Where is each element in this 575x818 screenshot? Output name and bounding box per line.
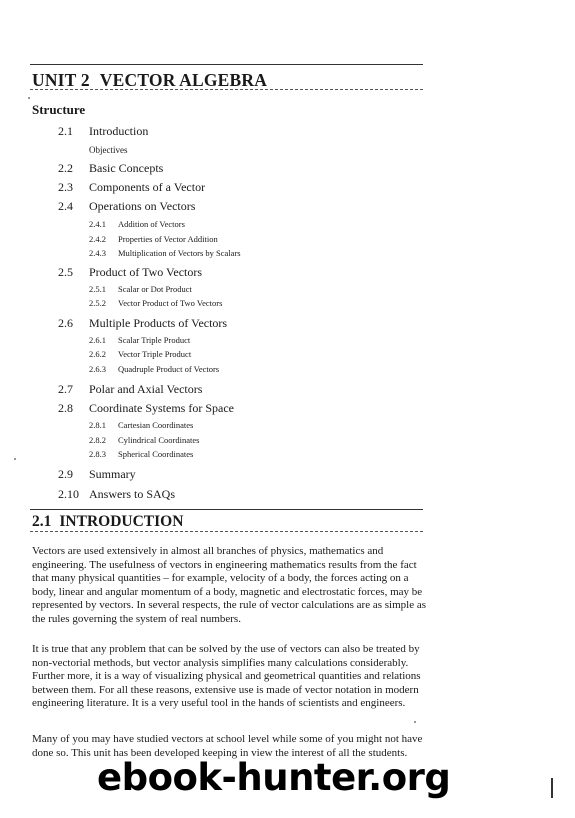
body-paragraph: It is true that any problem that can be solved by the use of vectors can also be treated by non-vectorial methods, but vector analysis simplifies many calculations considerably. Further more, it is a way of visualizing physical and geometrical quantities and relations between them. For all these reasons, extensive use is made of vector notation in modern engineering literature. It is a very useful tool in the hands of scientists and engineers.	[32, 643, 421, 709]
toc-number: 2.4.1	[89, 219, 106, 229]
unit-number: UNIT 2	[32, 70, 90, 90]
toc-label: Product of Two Vectors	[89, 265, 203, 279]
section-heading	[32, 513, 183, 531]
toc-label: Cylindrical Coordinates	[118, 435, 200, 445]
toc-number: 2.2	[58, 161, 73, 175]
toc-label: Scalar Triple Product	[118, 335, 191, 345]
toc-label: Polar and Axial Vectors	[89, 382, 203, 396]
toc-label: Spherical Coordinates	[118, 449, 194, 459]
toc-label: Scalar or Dot Product	[118, 284, 192, 294]
toc-label: Coordinate Systems for Space	[89, 401, 234, 415]
toc-number: 2.7	[58, 382, 73, 396]
toc-label: Multiplication of Vectors by Scalars	[118, 248, 241, 258]
toc-label: Multiple Products of Vectors	[89, 316, 228, 330]
toc-label: Objectives	[89, 145, 128, 155]
toc-number: 2.5.1	[89, 284, 106, 294]
toc-objectives	[89, 145, 128, 155]
section-number: 2.1	[32, 513, 52, 530]
toc-number: 2.6.1	[89, 335, 106, 345]
toc-number: 2.5	[58, 265, 73, 279]
toc-number: 2.4	[58, 199, 73, 213]
toc-number: 2.1	[58, 124, 73, 138]
toc-number: 2.8	[58, 401, 73, 415]
toc-label: Summary	[89, 467, 136, 481]
header-rule-bottom	[30, 89, 423, 90]
unit-title: VECTOR ALGEBRA	[99, 70, 268, 90]
section-rule-top	[30, 509, 423, 510]
toc-number: 2.6.2	[89, 349, 106, 359]
toc-label: Vector Product of Two Vectors	[118, 298, 223, 308]
watermark-text: ebook-hunter.org	[97, 756, 451, 799]
body-paragraph: Many of you may have studied vectors at school level while some of you might not have done so. This unit has been developed keeping in view the interest of all the students.	[32, 733, 423, 759]
header-rule-top	[30, 64, 423, 65]
toc-label: Properties of Vector Addition	[118, 234, 218, 244]
scan-speck	[414, 721, 416, 723]
toc-number: 2.10	[58, 487, 79, 501]
toc-number: 2.6.3	[89, 364, 106, 374]
toc-label: Components of a Vector	[89, 180, 206, 194]
toc-number: 2.8.3	[89, 449, 106, 459]
toc-label: Introduction	[89, 124, 149, 138]
scan-speck	[28, 97, 30, 99]
toc-label: Operations on Vectors	[89, 199, 196, 213]
body-paragraph: Vectors are used extensively in almost all branches of physics, mathematics and engineering. The usefulness of vectors in engineering mathematics results from the fact that many physical quantities – for example, velocity of a body, the forces acting on a body, linear and angular momentum of a body, magnetic and electrostatic forces, may be represented by vectors. In several respects, the rule of vector calculations are as simple as the rules governing the system of real numbers.	[32, 545, 427, 625]
toc-number: 2.8.1	[89, 420, 106, 430]
toc-number: 2.8.2	[89, 435, 106, 445]
scan-edge-mark	[551, 778, 563, 798]
section-title: INTRODUCTION	[59, 513, 184, 530]
toc-label: Quadruple Product of Vectors	[118, 364, 220, 374]
toc-number: 2.4.2	[89, 234, 106, 244]
toc-label: Cartesian Coordinates	[118, 420, 194, 430]
toc-label: Answers to SAQs	[89, 487, 176, 501]
structure-heading: Structure	[32, 102, 86, 117]
unit-heading	[32, 70, 267, 91]
toc-number: 2.3	[58, 180, 73, 194]
toc-number: 2.5.2	[89, 298, 106, 308]
scan-speck	[14, 458, 16, 460]
section-rule-bottom	[30, 531, 423, 532]
toc-label: Basic Concepts	[89, 161, 164, 175]
toc-label: Addition of Vectors	[118, 219, 185, 229]
toc-number: 2.6	[58, 316, 73, 330]
toc-number: 2.4.3	[89, 248, 106, 258]
toc-label: Vector Triple Product	[118, 349, 192, 359]
toc-number: 2.9	[58, 467, 73, 481]
